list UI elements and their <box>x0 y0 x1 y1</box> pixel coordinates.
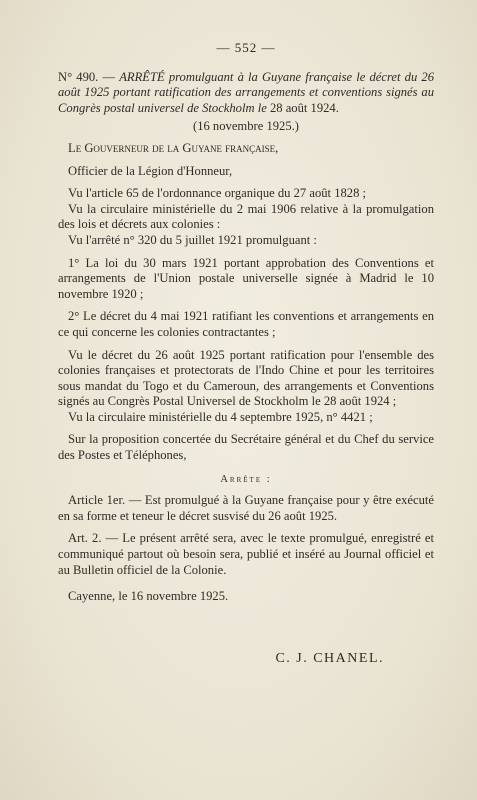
article-2: Art. 2. — Le présent arrêté sera, avec le texte promulgué, enregistré et communiqué partout où besoin sera, publié et inséré au Journal officiel et au Bulletin officiel de la Colonie. <box>58 531 434 577</box>
decree-title-date: 28 août 1924. <box>269 100 339 115</box>
decree-date: (16 novembre 1925.) <box>193 119 299 134</box>
considerant-2: Vu la circulaire ministérielle du 2 mai 1906 relative à la promulgation des lois et décrets aux colonies : <box>58 201 434 232</box>
article-1: Article 1er. — Est promulgué à la Guyane française pour y être exécuté en sa forme et teneur le décret susvisé du 26 août 1925. <box>58 493 434 523</box>
document-body <box>58 40 434 666</box>
considerant-3: Vu l'arrêté n° 320 du 5 juillet 1921 promulguant : <box>68 232 317 247</box>
considerant-5: 2° Le décret du 4 mai 1921 ratifiant les conventions et arrangements en ce qui concerne les colonies contractantes ; <box>58 309 434 339</box>
decree-title: promulguant à la Guyane française le décret du 26 août 1925 portant ratification des arrangements et conventions signés au Congrès postal universel de Stockholm le <box>58 69 434 115</box>
governor-line: Le Gouverneur de la Guyane française, <box>68 140 279 155</box>
arrete-label: Arrête : <box>220 473 272 485</box>
decree-number: N° 490. — <box>58 69 120 84</box>
considerant-7: Vu la circulaire ministérielle du 4 septembre 1925, n° 4421 ; <box>68 409 373 424</box>
considerant-4: 1° La loi du 30 mars 1921 portant approbation des Conventions et arrangements de l'Union postale universelle signée à Madrid le 10 novembre 1920 ; <box>58 255 434 301</box>
officer-line: Officier de la Légion d'Honneur, <box>68 163 233 178</box>
place-date: Cayenne, le 16 novembre 1925. <box>68 589 229 604</box>
decree-type: ARRÊTÉ <box>119 69 165 84</box>
considerant-6: Vu le décret du 26 août 1925 portant ratification pour l'ensemble des colonies françaises et protectorats de l'Indo Chine et pour les territoires sous mandat du Togo et du Cameroun, des arrangements et Conventions signés au Congrès Postal Universel de Stockholm le 28 août 1924 ; <box>58 347 434 409</box>
considerant-1: Vu l'article 65 de l'ordonnance organique du 27 août 1828 ; <box>68 186 367 201</box>
signature: C. J. CHANEL. <box>275 650 384 666</box>
considerant-8: Sur la proposition concertée du Secrétaire général et du Chef du service des Postes et Téléphones, <box>58 432 434 463</box>
decree-heading <box>58 70 434 117</box>
page-number: — 552 — <box>216 40 276 55</box>
